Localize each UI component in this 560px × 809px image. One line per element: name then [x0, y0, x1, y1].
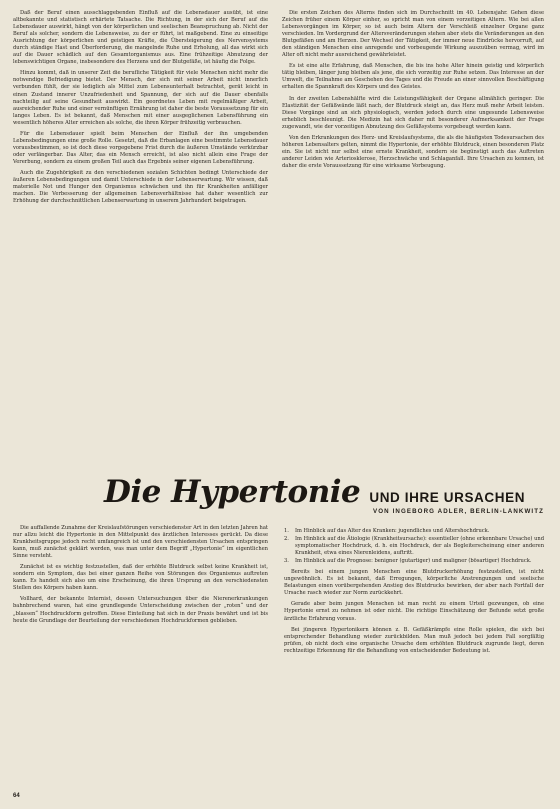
- list-number: 1.: [284, 528, 289, 534]
- paragraph: Die ersten Zeichen des Alterns finden sich im Durchschnitt im 40. Lebensjahr. Gehen diese Zeichen früher einem Körper einher, so spricht man von einem vorzeitigen Altern. Wie bei allen Lebensvorgängen im Körper, so ist auch beim Altern der Verschleiß einzelner Organe ganz verschieden. Im Vordergrund der Altersveränderungen stehen aber stets die Veränderungen an den Blutgefäßen und am Herzen. Der Wechsel der Tätigkeit, der immer neue Eindrücke hervorruft, auf den ständigen Menschen eine anregende und vorbeugende Wirkung auszuüben vermag, wird im Alter oft nicht mehr ausreichend gewährleistet.: [282, 10, 544, 59]
- paragraph: Vollhard, der bekannte Internist, dessen Untersuchungen über die Nierenerkrankungen bahnbrechend waren, hat eine grundlegende Unterscheidung zwischen der „roten“ und der „blassen“ Hochdruckform getroffen. Diese Einteilung hat sich in der Praxis bewährt und ist bis heute die Grundlage der Beurteilung der verschiedenen Hochdruckformen geblieben.: [13, 596, 268, 624]
- page-number: 64: [13, 793, 20, 799]
- top-left-column: [13, 10, 268, 452]
- list-item: [284, 536, 544, 557]
- list-item: [284, 528, 544, 535]
- list-text: Im Hinblick auf die Prognose: benigner (gutartiger) und maligner (bösartiger) Hochdruck.: [295, 558, 532, 565]
- top-right-column: [282, 10, 544, 430]
- article-byline: VON INGEBORG ADLER, BERLIN-LANKWITZ: [373, 508, 544, 515]
- headline-title: Die Hypertonie: [104, 474, 361, 510]
- bottom-right-column: [284, 528, 544, 800]
- paragraph: Daß der Beruf einen ausschlaggebenden Einfluß auf die Lebensdauer ausübt, ist eine altbekannte und statistisch erhärtete Tatsache. Die Richtung, in der sich der Beruf auf die Lebensdauer auswirkt, hängt von der körperlichen und seelischen Beanspruchung ab. Nicht der Beruf als solcher, sondern die Lebensweise, zu der er führt, ist maßgebend. Eine zu einseitige Ausrichtung der körperlichen und geistigen Kräfte, die Übersteigerung des Nervensystems durch ständige Hast und Überforderung, die mangelnde Ruhe und Erholung, all das wirkt sich auf die Dauer schädlich auf den Gesamtorganismus aus. Eine frühzeitige Abnutzung der lebenswichtigen Organe, insbesondere des Herzens und der Blutgefäße, ist häufig die Folge.: [13, 10, 268, 66]
- paragraph: Es ist eine alte Erfahrung, daß Menschen, die bis ins hohe Alter hinein geistig und körperlich tätig bleiben, länger jung bleiben als jene, die sich vorzeitig zur Ruhe setzen. Das Interesse an der Umwelt, die Teilnahme am Geschehen des Tages und die Freude an einer sinnvollen Beschäftigung erhalten die Spannkraft des Körpers und des Geistes.: [282, 63, 544, 91]
- paragraph: Für die Lebensdauer spielt beim Menschen der Einfluß der ihn umgebenden Lebensbedingungen eine große Rolle. Gesetzt, daß die Erbanlagen eine bestimmte Lebensdauer vorausbestimmen, so ist doch diese vorgegebene Frist durch die äußeren Umstände verkürzbar oder verlängerbar. Das Alter, das ein Mensch erreicht, ist also nicht allein eine Frage der Vererbung, sondern zu einem großen Teil auch das Ergebnis seiner eigenen Lebensführung.: [13, 130, 268, 165]
- paragraph: Bei jüngeren Hypertonikern können z. B. Gefäßkrämpfe eine Rolle spielen, die sich bei entsprechender Behandlung wieder zurückbilden. Man muß jedoch bei jedem Fall sorgfältig prüfen, ob nicht doch eine organische Ursache dem erhöhten Blutdruck zugrunde liegt, deren rechtzeitige Erkennung für die Behandlung von entscheidender Bedeutung ist.: [284, 626, 544, 654]
- bottom-left-column: [13, 525, 268, 798]
- paragraph: Von den Erkrankungen des Herz- und Kreislaufsystems, die als die häufigsten Todesursachen des höheren Lebensalters gelten, nimmt die Hypertonie, der erhöhte Blutdruck, einen besonderen Platz ein. Sie ist nicht nur selbst eine ernste Krankheit, sondern sie begünstigt auch das Auftreten anderer Leiden wie Arteriosklerose, Herzschwäche und Schlaganfall. Ihre Ursachen zu kennen, ist daher die erste Voraussetzung für eine wirksame Vorbeugung.: [282, 134, 544, 169]
- list-text: Im Hinblick auf die Ätiologie (Krankheitsursache): essentieller (ohne erkennbare Ursache) und symptomatischer Hochdruck, d. h. ein Hochdruck, der als Begleiterscheinung einer anderen Krankheit, etwa eines Nierenleidens, auftritt.: [295, 536, 544, 557]
- paragraph: Auch die Zugehörigkeit zu den verschiedenen sozialen Schichten bedingt Unterschiede der äußeren Lebensbedingungen und damit Unterschiede in der Lebenserwartung. Wir wissen, daß materielle Not und Hunger den Organismus schwächen und ihn für Krankheiten anfälliger machen. Die Verbesserung der allgemeinen Lebensverhältnisse hat daher wesentlich zur Erhöhung der durchschnittlichen Lebenserwartung in unserem Jahrhundert beigetragen.: [13, 169, 268, 205]
- paragraph: Zunächst ist es wichtig festzustellen, daß der erhöhte Blutdruck selbst keine Krankheit ist, sondern ein Symptom, das bei einer ganzen Reihe von Störungen des Organismus auftreten kann. Es handelt sich also um eine Erscheinung, die ihren Ursprung an den verschiedensten Stellen des Körpers haben kann.: [13, 564, 268, 592]
- article-headline: [104, 474, 544, 510]
- list-item: [284, 558, 544, 565]
- headline-subtitle: UND IHRE URSACHEN: [369, 490, 526, 505]
- paragraph: Gerade aber beim jungen Menschen ist man recht zu einem Urteil gezwungen, ob eine Hypertonie ernst zu nehmen ist oder nicht. Die richtige Einschätzung der Befunde setzt große ärztliche Erfahrung voraus.: [284, 601, 544, 622]
- paragraph: Bereits bei einem jungen Menschen eine Blutdruckerhöhung festzustellen, ist nicht ungewöhnlich. Es ist bekannt, daß Erregungen, körperliche Anstrengungen und seelische Belastungen einen vorübergehenden Anstieg des Blutdrucks bewirken, der aber nach Fortfall der Ursache rasch wieder zur Norm zurückkehrt.: [284, 569, 544, 597]
- paragraph: Die auffallende Zunahme der Kreislaufstörungen verschiedenster Art in den letzten Jahren hat nur allzu leicht die Hypertonie in den Mittelpunkt des ärztlichen Interesses gerückt. Da diese Krankheitsgruppe jedoch recht umfangreich ist und den verschiedensten Ursachen entspringen kann, muß zunächst geklärt werden, was man unter dem Begriff „Hypertonie“ im eigentlichen Sinne versteht.: [13, 525, 268, 560]
- list-number: 2.: [284, 536, 289, 543]
- paragraph: Hinzu kommt, daß in unserer Zeit die berufliche Tätigkeit für viele Menschen nicht mehr die notwendige Befriedigung bietet. Der Mensch, der sich mit seiner Arbeit nicht innerlich verbunden fühlt, der sie lediglich als Mittel zum Lebensunterhalt betrachtet, gerät leicht in einen Zustand innerer Unzufriedenheit und Spannung, der sich auf die Dauer ebenfalls nachteilig auf seine Gesundheit auswirkt. Ein geordnetes Leben mit regelmäßiger Arbeit, ausreichender Ruhe und einer vernünftigen Ernährung ist daher die beste Voraussetzung für ein langes Leben. Es ist bekannt, daß Menschen mit einer ausgeglichenen Lebensführung ein wesentlich höheres Alter erreichen als solche, die ihren Körper frühzeitig verbrauchen.: [13, 70, 268, 126]
- list-text: Im Hinblick auf das Alter des Kranken: jugendliches und Altershochdruck.: [295, 528, 490, 534]
- classification-list: [284, 528, 544, 565]
- list-number: 3.: [284, 558, 289, 565]
- paragraph: In der zweiten Lebenshälfte wird die Leistungsfähigkeit der Organe allmählich geringer. Die Elastizität der Gefäßwände läßt nach, der Blutdruck steigt an, das Herz muß mehr Arbeit leisten. Diese Vorgänge sind an sich physiologisch, werden jedoch durch eine ungesunde Lebensweise erheblich beschleunigt. Die Medizin hat sich daher mit besonderer Aufmerksamkeit der Frage zugewandt, wie der vorzeitigen Abnutzung des Gefäßsystems vorgebeugt werden kann.: [282, 95, 544, 130]
